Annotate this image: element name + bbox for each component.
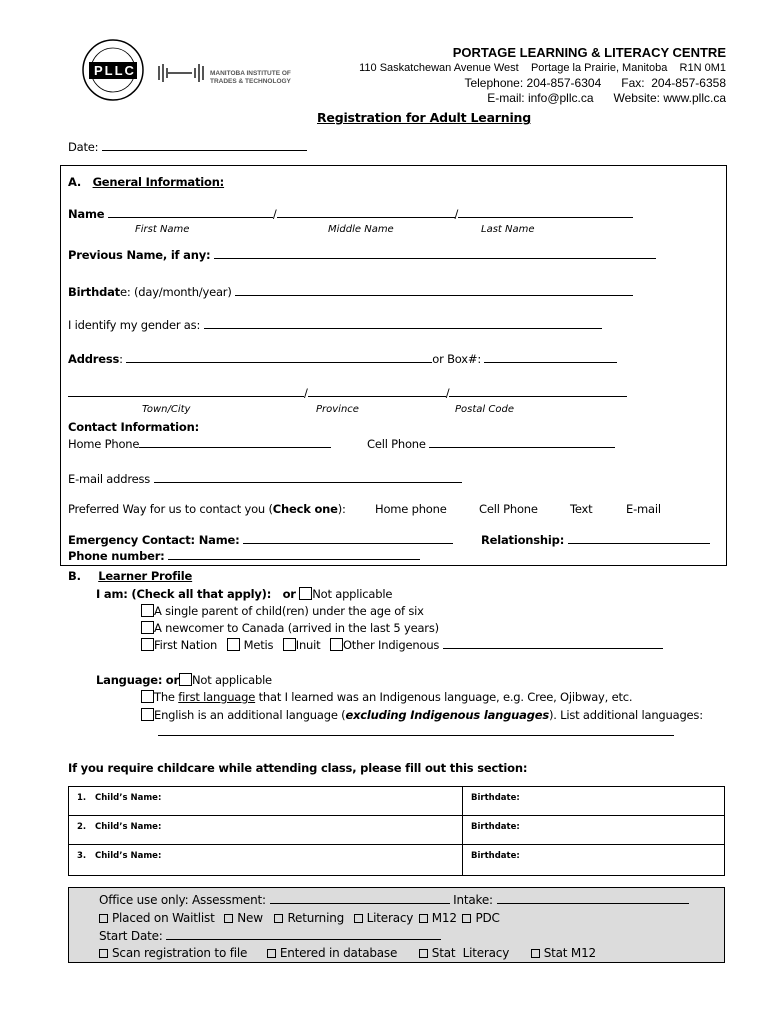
- name-label: Name: [68, 207, 105, 221]
- stat-m12-label: Stat M12: [543, 946, 596, 960]
- metis-label: Metis: [243, 638, 274, 652]
- last-name-field[interactable]: [458, 207, 633, 218]
- previous-name-label: Previous Name, if any:: [68, 248, 211, 262]
- date-field[interactable]: [102, 140, 307, 151]
- other-indigenous-label: Other Indigenous: [342, 638, 440, 652]
- address-row: [68, 352, 617, 366]
- section-b-title: Learner Profile: [98, 569, 193, 583]
- office-start-date-row: [99, 929, 441, 943]
- office-status-row: [99, 911, 500, 925]
- contact-info-heading: Contact Information:: [68, 420, 200, 434]
- indigenous-row: [141, 638, 663, 652]
- box-field[interactable]: [484, 352, 617, 363]
- date-label: Date:: [68, 140, 99, 154]
- relationship-label: Relationship:: [481, 533, 565, 547]
- new-label: New: [237, 911, 263, 925]
- address-label: Address: [68, 352, 120, 366]
- newcomer-row: [141, 621, 439, 635]
- office-records-row: [99, 946, 596, 960]
- email-field[interactable]: [154, 472, 462, 483]
- town-row: / /: [68, 386, 627, 400]
- phone-number-label: Phone number:: [68, 549, 165, 563]
- single-parent-checkbox[interactable]: [141, 604, 154, 617]
- cell-phone-row: [367, 437, 615, 451]
- office-assessment-row: [99, 893, 689, 907]
- iam-or: or: [282, 587, 296, 601]
- middle-name-field[interactable]: [277, 207, 455, 218]
- child-3-name[interactable]: 3. Child’s Name:: [68, 844, 463, 876]
- town-field[interactable]: [68, 386, 304, 397]
- scan-checkbox[interactable]: [99, 949, 108, 958]
- childcare-prompt: If you require childcare while attending class, please fill out this section:: [68, 761, 528, 775]
- pdc-checkbox[interactable]: [462, 914, 471, 923]
- first-nation-checkbox[interactable]: [141, 638, 154, 651]
- first-language-post: that I learned was an Indigenous language, e.g. Cree, Ojibway, etc.: [255, 690, 633, 704]
- first-language-checkbox[interactable]: [141, 690, 154, 703]
- waitlist-checkbox[interactable]: [99, 914, 108, 923]
- returning-checkbox[interactable]: [274, 914, 283, 923]
- preferred-row: [68, 502, 346, 516]
- last-name-caption: Last Name: [481, 224, 535, 235]
- address-field[interactable]: [126, 352, 432, 363]
- opt-text[interactable]: Text: [570, 502, 593, 516]
- child-2-birthdate[interactable]: Birthdate:: [462, 815, 725, 845]
- section-b-heading: [68, 569, 192, 583]
- assessment-label: Office use only: Assessment:: [99, 893, 266, 907]
- org-email-web: E-mail: info@pllc.ca Website: www.pllc.ca: [487, 91, 726, 105]
- stat-literacy-label: Stat Literacy: [431, 946, 510, 960]
- additional-languages-field[interactable]: [158, 735, 674, 736]
- language-row: [96, 673, 272, 687]
- other-indigenous-checkbox[interactable]: [330, 638, 343, 651]
- iam-label: I am: (Check all that apply):: [96, 587, 272, 601]
- birthdate-label-bold: Birthdat: [68, 285, 120, 299]
- section-a-heading: [68, 175, 224, 189]
- section-a-title: General Information:: [92, 175, 225, 189]
- preferred-pre: Preferred Way for us to contact you (: [68, 502, 273, 516]
- iam-row: [96, 587, 392, 601]
- english-post: ). List additional languages:: [548, 708, 703, 722]
- start-date-label: Start Date:: [99, 929, 163, 943]
- child-3-birthdate[interactable]: Birthdate:: [462, 844, 725, 876]
- province-field[interactable]: [308, 386, 446, 397]
- literacy-checkbox[interactable]: [354, 914, 363, 923]
- stat-literacy-checkbox[interactable]: [419, 949, 428, 958]
- intake-field[interactable]: [497, 893, 689, 904]
- first-language-underlined: first language: [178, 690, 256, 704]
- postal-field[interactable]: [449, 386, 627, 397]
- name-row: Name / /: [68, 207, 633, 221]
- home-phone-field[interactable]: [139, 437, 331, 448]
- entered-checkbox[interactable]: [267, 949, 276, 958]
- metis-checkbox[interactable]: [227, 638, 240, 651]
- child-1-name[interactable]: 1. Child’s Name:: [68, 786, 463, 816]
- newcomer-checkbox[interactable]: [141, 621, 154, 634]
- first-name-field[interactable]: [108, 207, 273, 218]
- previous-name-field[interactable]: [214, 248, 656, 259]
- preferred-bold: Check one: [272, 502, 338, 516]
- pdc-label: PDC: [475, 911, 500, 925]
- language-or: or: [165, 673, 179, 687]
- gender-field[interactable]: [204, 318, 602, 329]
- scan-label: Scan registration to file: [112, 946, 248, 960]
- home-phone-row: [68, 437, 331, 451]
- not-applicable-label: Not applicable: [312, 587, 393, 601]
- stat-m12-checkbox[interactable]: [531, 949, 540, 958]
- org-name: PORTAGE LEARNING & LITERACY CENTRE: [452, 45, 726, 60]
- language-label: Language:: [96, 673, 163, 687]
- form-title: Registration for Adult Learning: [317, 110, 531, 125]
- newcomer-label: A newcomer to Canada (arrived in the last 5 years): [154, 621, 439, 635]
- gender-label: I identify my gender as:: [68, 318, 201, 332]
- child-2-name[interactable]: 2. Child’s Name:: [68, 815, 463, 845]
- new-checkbox[interactable]: [224, 914, 233, 923]
- first-nation-label: First Nation: [154, 638, 218, 652]
- email-label: E-mail address: [68, 472, 151, 486]
- org-phone: Telephone: 204-857-6304 Fax: 204-857-6358: [464, 76, 726, 90]
- pllc-logo: [73, 38, 153, 102]
- address-colon: :: [119, 352, 123, 366]
- english-bold-italic: excluding Indigenous languages: [345, 708, 549, 722]
- preferred-post: ):: [337, 502, 346, 516]
- english-pre: English is an additional language (: [154, 708, 346, 722]
- phone-number-row: [68, 549, 420, 563]
- start-date-field[interactable]: [166, 929, 441, 940]
- inuit-label: Inuit: [295, 638, 321, 652]
- waitlist-label: Placed on Waitlist: [112, 911, 215, 925]
- phone-number-field[interactable]: [168, 549, 420, 560]
- emergency-row: [68, 533, 453, 547]
- section-a-letter: A.: [68, 175, 82, 189]
- not-applicable-checkbox[interactable]: [299, 587, 312, 600]
- town-caption: Town/City: [142, 404, 191, 415]
- opt-home-phone[interactable]: Home phone: [375, 502, 447, 516]
- cell-phone-field[interactable]: [429, 437, 615, 448]
- inuit-checkbox[interactable]: [283, 638, 296, 651]
- mitt-line1: MANITOBA INSTITUTE OF: [210, 70, 291, 77]
- other-indigenous-field[interactable]: [443, 638, 663, 649]
- mitt-line2: TRADES & TECHNOLOGY: [210, 78, 291, 85]
- birthdate-field[interactable]: [235, 285, 633, 296]
- first-name-caption: First Name: [135, 224, 190, 235]
- single-parent-row: [141, 604, 424, 618]
- language-na-checkbox[interactable]: [179, 673, 192, 686]
- opt-cell-phone[interactable]: Cell Phone: [479, 502, 538, 516]
- birthdate-row: [68, 285, 633, 299]
- intake-label: Intake:: [453, 893, 493, 907]
- opt-email[interactable]: E-mail: [626, 502, 661, 516]
- child-1-birthdate[interactable]: Birthdate:: [462, 786, 725, 816]
- date-row: [68, 140, 307, 154]
- english-row: [141, 708, 703, 722]
- first-language-pre: The: [154, 690, 179, 704]
- relationship-field[interactable]: [568, 533, 710, 544]
- birthdate-label-rest: e: (day/month/year): [119, 285, 232, 299]
- english-additional-checkbox[interactable]: [141, 708, 154, 721]
- postal-caption: Postal Code: [455, 404, 514, 415]
- gender-row: [68, 318, 602, 332]
- literacy-label: Literacy: [366, 911, 414, 925]
- home-phone-label: Home Phone: [68, 437, 140, 451]
- m12-label: M12: [431, 911, 457, 925]
- language-na-label: Not applicable: [191, 673, 272, 687]
- emergency-name-field[interactable]: [243, 533, 453, 544]
- returning-label: Returning: [287, 911, 345, 925]
- logo-text: PLLC: [94, 63, 136, 78]
- section-b-letter: B.: [68, 569, 81, 583]
- org-address: 110 Saskatchewan Avenue West Portage la Prairie, Manitoba R1N 0M1: [359, 62, 726, 74]
- first-language-row: [141, 690, 632, 704]
- entered-label: Entered in database: [279, 946, 398, 960]
- box-label: or Box#:: [432, 352, 481, 366]
- relationship-row: [481, 533, 710, 547]
- middle-name-caption: Middle Name: [328, 224, 394, 235]
- email-row: [68, 472, 462, 486]
- single-parent-label: A single parent of child(ren) under the age of six: [154, 604, 424, 618]
- emergency-label: Emergency Contact: Name:: [68, 533, 240, 547]
- previous-name-row: [68, 248, 656, 262]
- assessment-field[interactable]: [270, 893, 450, 904]
- cell-phone-label: Cell Phone: [367, 437, 426, 451]
- m12-checkbox[interactable]: [419, 914, 428, 923]
- mitt-logo: [158, 62, 208, 84]
- province-caption: Province: [316, 404, 359, 415]
